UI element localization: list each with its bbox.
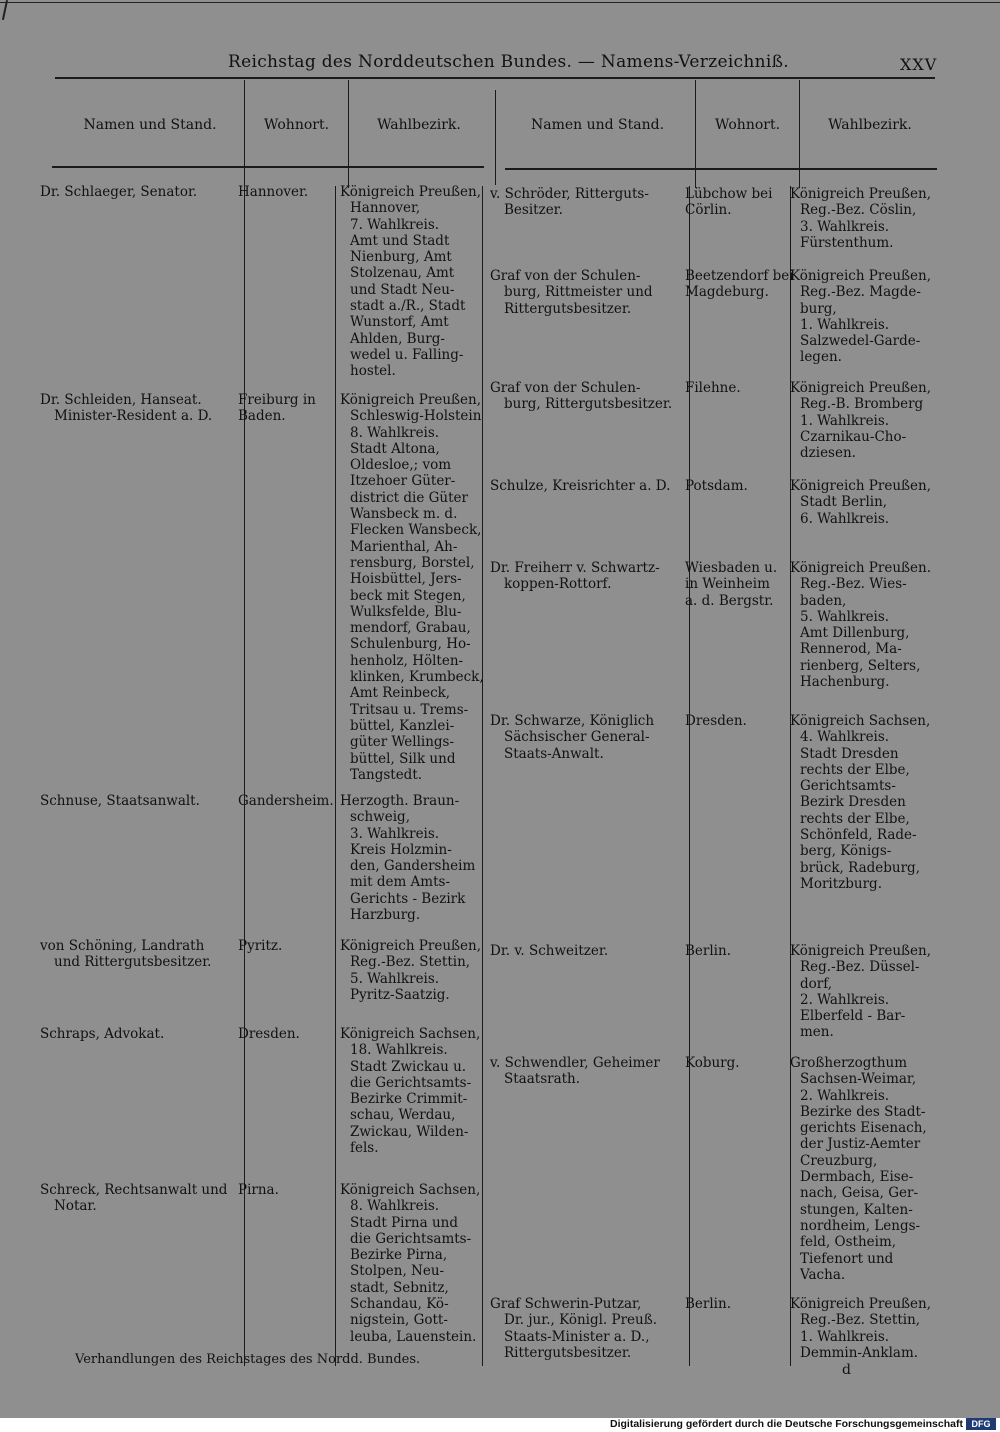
wahlbezirk-line: Bezirk Dresden xyxy=(800,794,906,811)
name-line: Schulze, Kreisrichter a. D. xyxy=(490,478,671,494)
wahlbezirk-line: Hoisbüttel, Jers- xyxy=(350,571,462,588)
wahlbezirk-line: district die Güter xyxy=(350,489,468,506)
wahlbezirk-line: stadt, Sebnitz, xyxy=(350,1279,449,1296)
wahlbezirk-line: Gerichtsamts- xyxy=(800,778,896,795)
wohnort-line: Baden. xyxy=(238,408,286,425)
wahlbezirk-line: Stadt Pirna und xyxy=(350,1214,458,1231)
wahlbezirk-line: Königreich Preußen, xyxy=(340,938,482,954)
left-entry-name xyxy=(40,1182,236,1215)
wahlbezirk-line: feld, Ostheim, xyxy=(800,1234,897,1251)
right-entry-wahlbezirk xyxy=(790,713,930,892)
wahlbezirk-line: Reg.-B. Bromberg xyxy=(800,396,924,413)
footer-note: Verhandlungen des Reichstages des Nordd. Bundes. xyxy=(75,1352,421,1367)
wohnort-line: a. d. Bergstr. xyxy=(685,592,774,609)
wahlbezirk-line: Wulksfelde, Blu- xyxy=(350,603,462,620)
right-entry-wohnort xyxy=(685,1055,793,1071)
name-line: Dr. Freiherr v. Schwartz- xyxy=(490,560,660,576)
wohnort-line: Lübchow bei xyxy=(685,186,773,202)
wahlbezirk-line: rechts der Elbe, xyxy=(800,761,910,778)
left-entry-wahlbezirk xyxy=(340,184,480,380)
wahlbezirk-line: Stolzenau, Amt xyxy=(350,265,455,282)
wahlbezirk-line: rechts der Elbe, xyxy=(800,810,910,827)
scan-corner-mark xyxy=(2,0,8,20)
wahlbezirk-line: Tiefenort und xyxy=(800,1250,894,1267)
wohnort-line: Filehne. xyxy=(685,380,741,396)
name-line: Schreck, Rechtsanwalt und xyxy=(40,1182,228,1198)
name-line: Notar. xyxy=(54,1198,97,1215)
wahlbezirk-line: Königreich Sachsen, xyxy=(340,1026,481,1042)
wahlbezirk-line: Sachsen-Weimar, xyxy=(800,1071,917,1088)
wahlbezirk-line: Marienthal, Ah- xyxy=(350,538,458,555)
right-entry-name xyxy=(490,560,682,593)
wahlbezirk-line: Königreich Preußen, xyxy=(790,478,932,494)
wahlbezirk-line: Stadt Altona, xyxy=(350,440,440,457)
page-title: Reichstag des Norddeutschen Bundes. — Namens-Verzeichniß. xyxy=(228,52,789,72)
wahlbezirk-line: Stadt Zwickau u. xyxy=(350,1058,467,1075)
right-entry-wohnort xyxy=(685,943,793,959)
wahlbezirk-line: nach, Geisa, Ger- xyxy=(800,1185,919,1202)
divider-right-1 xyxy=(695,80,696,188)
wahlbezirk-line: fels. xyxy=(350,1140,379,1157)
name-line: Schnuse, Staatsanwalt. xyxy=(40,793,200,809)
right-entry-wohnort xyxy=(685,713,793,729)
col-head-left-ort: Wohnort. xyxy=(263,117,330,133)
wahlbezirk-line: büttel, Silk und xyxy=(350,750,456,767)
wohnort-line: Dresden. xyxy=(685,713,747,729)
wahlbezirk-line: baden, xyxy=(800,592,847,609)
wahlbezirk-line: wedel u. Falling- xyxy=(350,346,464,363)
right-entry-wohnort xyxy=(685,186,793,219)
right-entry-wohnort xyxy=(685,1296,793,1312)
wahlbezirk-line: mendorf, Grabau, xyxy=(350,620,471,637)
name-line: Graf von der Schulen- xyxy=(490,380,641,396)
wahlbezirk-line: 2. Wahlkreis. xyxy=(800,1087,890,1104)
wahlbezirk-line: Reg.-Bez. Stettin, xyxy=(800,1312,921,1329)
wohnort-line: Pyritz. xyxy=(238,938,283,954)
name-line: Besitzer. xyxy=(504,202,563,219)
wahlbezirk-line: Wansbeck m. d. xyxy=(350,506,458,523)
name-line: Rittergutsbesitzer. xyxy=(504,1344,632,1361)
wahlbezirk-line: rensburg, Borstel, xyxy=(350,554,475,571)
name-line: Dr. v. Schweitzer. xyxy=(490,943,609,959)
name-line: Dr. Schleiden, Hanseat. xyxy=(40,392,202,408)
left-entry-name xyxy=(40,184,236,200)
wahlbezirk-line: dziesen. xyxy=(800,445,856,462)
wahlbezirk-line: und Stadt Neu- xyxy=(350,281,455,298)
right-entry-wohnort xyxy=(685,268,793,301)
left-entry-wohnort xyxy=(238,392,330,425)
wohnort-line: Cörlin. xyxy=(685,202,732,219)
divider-right-2 xyxy=(799,80,800,188)
wahlbezirk-line: dorf, xyxy=(800,975,833,992)
right-entry-wahlbezirk xyxy=(790,268,930,366)
divider-center-body xyxy=(482,186,483,1366)
wohnort-line: Freiburg in xyxy=(238,392,316,408)
wahlbezirk-line: Kreis Holzmin- xyxy=(350,841,452,858)
wahlbezirk-line: Reg.-Bez. Wies- xyxy=(800,576,907,593)
wahlbezirk-line: hostel. xyxy=(350,363,396,380)
name-line: v. Schröder, Ritterguts- xyxy=(490,186,649,202)
wahlbezirk-line: Vacha. xyxy=(800,1266,846,1283)
name-line: Dr. Schlaeger, Senator. xyxy=(40,184,198,200)
name-line: Staatsrath. xyxy=(504,1071,581,1088)
right-entry-wahlbezirk xyxy=(790,186,930,251)
name-line: und Rittergutsbesitzer. xyxy=(54,954,212,971)
digitization-credit: Digitalisierung gefördert durch die Deutsche Forschungsgemeinschaft xyxy=(610,1418,963,1430)
wahlbezirk-line: klinken, Krumbeck, xyxy=(350,669,484,686)
wahlbezirk-line: Amt Dillenburg, xyxy=(800,625,910,642)
wahlbezirk-line: schweig, xyxy=(350,809,410,826)
page-number: XXV xyxy=(900,55,938,74)
wahlbezirk-line: Dermbach, Eise- xyxy=(800,1169,914,1186)
wahlbezirk-line: Oldesloe,; vom xyxy=(350,457,452,474)
right-entry-wohnort xyxy=(685,478,793,494)
signature-mark: d xyxy=(842,1362,851,1378)
wahlbezirk-line: 3. Wahlkreis. xyxy=(800,218,890,235)
wahlbezirk-line: Nienburg, Amt xyxy=(350,249,452,266)
wahlbezirk-line: Hachenburg. xyxy=(800,674,890,691)
wahlbezirk-line: Reg.-Bez. Stettin, xyxy=(350,954,471,971)
name-line: von Schöning, Landrath xyxy=(40,938,205,954)
wahlbezirk-line: Gerichts - Bezirk xyxy=(350,890,466,907)
wahlbezirk-line: Rennerod, Ma- xyxy=(800,641,902,658)
wahlbezirk-line: Königreich Preußen, xyxy=(790,1296,932,1312)
wahlbezirk-line: Amt Reinbeck, xyxy=(350,685,451,702)
right-entry-name xyxy=(490,1055,682,1088)
left-entry-wahlbezirk xyxy=(340,1026,480,1156)
right-entry-wohnort xyxy=(685,560,793,609)
left-entry-wohnort xyxy=(238,184,330,200)
right-entry-name xyxy=(490,1296,682,1361)
wahlbezirk-line: 7. Wahlkreis. xyxy=(350,216,440,233)
wahlbezirk-line: 5. Wahlkreis. xyxy=(800,608,890,625)
wahlbezirk-line: Stolpen, Neu- xyxy=(350,1263,445,1280)
left-entry-wahlbezirk xyxy=(340,392,484,783)
wahlbezirk-line: nigstein, Gott- xyxy=(350,1312,448,1329)
col-head-left-wahl: Wahlbezirk. xyxy=(377,117,461,133)
wahlbezirk-line: Bezirke Crimmit- xyxy=(350,1091,468,1108)
wohnort-line: in Weinheim xyxy=(685,576,770,593)
wahlbezirk-line: Elberfeld - Bar- xyxy=(800,1008,906,1025)
wahlbezirk-line: Tangstedt. xyxy=(350,766,423,783)
name-line: burg, Rittmeister und xyxy=(504,284,653,301)
wahlbezirk-line: Königreich Sachsen, xyxy=(340,1182,481,1198)
wahlbezirk-line: leuba, Lauenstein. xyxy=(350,1328,477,1345)
wahlbezirk-line: Bezirke Pirna, xyxy=(350,1247,448,1264)
wahlbezirk-line: 3. Wahlkreis. xyxy=(350,825,440,842)
name-line: Dr. Schwarze, Königlich xyxy=(490,713,655,729)
right-entry-name xyxy=(490,943,682,959)
wohnort-line: Pirna. xyxy=(238,1182,279,1198)
divider-left-1 xyxy=(244,80,245,188)
name-line: burg, Rittergutsbesitzer. xyxy=(504,396,673,413)
name-line: Sächsischer General- xyxy=(504,729,650,746)
wahlbezirk-line: Ahlden, Burg- xyxy=(350,330,445,347)
dfg-logo: DFG xyxy=(966,1418,996,1430)
wahlbezirk-line: burg, xyxy=(800,300,837,317)
wahlbezirk-line: 6. Wahlkreis. xyxy=(800,510,890,527)
wahlbezirk-line: Königreich Preußen, xyxy=(340,184,482,200)
left-entry-wahlbezirk xyxy=(340,793,480,923)
wahlbezirk-line: Königreich Preußen, xyxy=(790,380,932,396)
wahlbezirk-line: 1. Wahlkreis. xyxy=(800,412,890,429)
wahlbezirk-line: die Gerichtsamts- xyxy=(350,1074,472,1091)
left-entry-wohnort xyxy=(238,1182,330,1198)
divider-center xyxy=(495,90,496,185)
wohnort-line: Berlin. xyxy=(685,943,731,959)
wahlbezirk-line: büttel, Kanzlei- xyxy=(350,717,455,734)
wahlbezirk-line: Stadt Dresden xyxy=(800,745,899,762)
name-line: Staats-Minister a. D., xyxy=(504,1328,650,1345)
right-entry-wahlbezirk xyxy=(790,943,930,1041)
wohnort-line: Berlin. xyxy=(685,1296,731,1312)
wahlbezirk-line: beck mit Stegen, xyxy=(350,587,466,604)
scan-edge-line xyxy=(0,2,1000,3)
right-entry-name xyxy=(490,380,682,413)
wohnort-line: Hannover. xyxy=(238,184,309,200)
column-head-rule-left xyxy=(52,166,484,168)
left-entry-wohnort xyxy=(238,1026,330,1042)
wahlbezirk-line: Harzburg. xyxy=(350,907,421,924)
wohnort-line: Beetzendorf bei xyxy=(685,268,794,284)
wahlbezirk-line: 18. Wahlkreis. xyxy=(350,1042,448,1059)
wahlbezirk-line: Hannover, xyxy=(350,200,421,217)
name-line: Graf Schwerin-Putzar, xyxy=(490,1296,642,1312)
wahlbezirk-line: Königreich Preußen, xyxy=(790,268,932,284)
left-entry-name xyxy=(40,1026,236,1042)
wahlbezirk-line: 1. Wahlkreis. xyxy=(800,316,890,333)
wahlbezirk-line: Amt und Stadt xyxy=(350,232,450,249)
wahlbezirk-line: Salzwedel-Garde- xyxy=(800,333,921,350)
wahlbezirk-line: gerichts Eisenach, xyxy=(800,1120,927,1137)
wahlbezirk-line: Großherzogthum xyxy=(790,1055,908,1071)
wahlbezirk-line: Moritzburg. xyxy=(800,875,882,892)
wahlbezirk-line: Fürstenthum. xyxy=(800,234,894,251)
right-entry-name xyxy=(490,713,682,762)
wahlbezirk-line: schau, Werdau, xyxy=(350,1107,456,1124)
wahlbezirk-line: Reg.-Bez. Düssel- xyxy=(800,959,920,976)
left-entry-name xyxy=(40,793,236,809)
name-line: Rittergutsbesitzer. xyxy=(504,300,632,317)
wahlbezirk-line: 8. Wahlkreis. xyxy=(350,1198,440,1215)
wahlbezirk-line: Stadt Berlin, xyxy=(800,494,888,511)
wahlbezirk-line: Schönfeld, Rade- xyxy=(800,827,917,844)
name-line: Schraps, Advokat. xyxy=(40,1026,165,1042)
wahlbezirk-line: der Justiz-Aemter xyxy=(800,1136,921,1153)
col-head-left-name: Namen und Stand. xyxy=(83,117,217,133)
header-rule xyxy=(55,77,935,79)
wahlbezirk-line: Demmin-Anklam. xyxy=(800,1344,919,1361)
wahlbezirk-line: Flecken Wansbeck, xyxy=(350,522,482,539)
left-entry-name xyxy=(40,392,236,425)
name-line: v. Schwendler, Geheimer xyxy=(490,1055,660,1071)
divider-right-1-body xyxy=(689,186,690,1366)
wahlbezirk-line: 2. Wahlkreis. xyxy=(800,991,890,1008)
wahlbezirk-line: 4. Wahlkreis. xyxy=(800,729,890,746)
name-line: Dr. jur., Königl. Preuß. xyxy=(504,1312,658,1329)
wahlbezirk-line: henholz, Hölten- xyxy=(350,652,464,669)
column-head-rule-right xyxy=(505,168,937,170)
col-head-right-wahl: Wahlbezirk. xyxy=(828,117,912,133)
wohnort-line: Dresden. xyxy=(238,1026,300,1042)
right-entry-wohnort xyxy=(685,380,793,396)
wahlbezirk-line: Königreich Preußen. xyxy=(790,560,932,576)
right-entry-wahlbezirk xyxy=(790,1296,930,1361)
wahlbezirk-line: men. xyxy=(800,1024,834,1041)
wahlbezirk-line: Königreich Sachsen, xyxy=(790,713,931,729)
wohnort-line: Koburg. xyxy=(685,1055,740,1071)
wahlbezirk-line: stungen, Kalten- xyxy=(800,1201,913,1218)
left-entry-wahlbezirk xyxy=(340,1182,480,1345)
wahlbezirk-line: nordheim, Lengs- xyxy=(800,1217,921,1234)
wahlbezirk-line: Itzehoer Güter- xyxy=(350,473,456,490)
wahlbezirk-line: Schleswig-Holstein xyxy=(350,408,482,425)
left-entry-wahlbezirk xyxy=(340,938,480,1003)
wahlbezirk-line: legen. xyxy=(800,349,842,366)
wahlbezirk-line: berg, Königs- xyxy=(800,843,892,860)
wahlbezirk-line: Reg.-Bez. Cöslin, xyxy=(800,202,917,219)
right-entry-wahlbezirk xyxy=(790,478,930,527)
name-line: Graf von der Schulen- xyxy=(490,268,641,284)
wahlbezirk-line: Königreich Preußen, xyxy=(790,943,932,959)
wahlbezirk-line: Reg.-Bez. Magde- xyxy=(800,284,921,301)
wahlbezirk-line: Herzogth. Braun- xyxy=(340,793,460,809)
wahlbezirk-line: Creuzburg, xyxy=(800,1152,878,1169)
wahlbezirk-line: Bezirke des Stadt- xyxy=(800,1103,926,1120)
wahlbezirk-line: Königreich Preußen, xyxy=(790,186,932,202)
wahlbezirk-line: 8. Wahlkreis. xyxy=(350,424,440,441)
wohnort-line: Potsdam. xyxy=(685,478,748,494)
wohnort-line: Wiesbaden u. xyxy=(685,560,778,576)
name-line: Minister-Resident a. D. xyxy=(54,408,213,425)
wohnort-line: Gandersheim. xyxy=(238,793,334,809)
right-entry-wahlbezirk xyxy=(790,560,930,690)
divider-left-2 xyxy=(348,80,349,188)
wahlbezirk-line: Czarnikau-Cho- xyxy=(800,428,907,445)
wahlbezirk-line: Schulenburg, Ho- xyxy=(350,636,471,653)
wahlbezirk-line: Pyritz-Saatzig. xyxy=(350,986,450,1003)
left-entry-wohnort xyxy=(238,938,330,954)
col-head-right-name: Namen und Stand. xyxy=(530,117,665,133)
wahlbezirk-line: den, Gandersheim xyxy=(350,858,476,875)
wahlbezirk-line: die Gerichtsamts- xyxy=(350,1230,472,1247)
wahlbezirk-line: 5. Wahlkreis. xyxy=(350,970,440,987)
right-entry-name xyxy=(490,186,682,219)
divider-left-2-body xyxy=(335,186,336,1366)
wahlbezirk-line: 1. Wahlkreis. xyxy=(800,1328,890,1345)
right-entry-wahlbezirk xyxy=(790,380,930,461)
left-entry-name xyxy=(40,938,236,971)
wahlbezirk-line: Zwickau, Wilden- xyxy=(350,1123,469,1140)
col-head-right-ort: Wohnort. xyxy=(714,117,781,133)
wahlbezirk-line: Tritsau u. Trems- xyxy=(350,701,469,718)
wahlbezirk-line: Königreich Preußen, xyxy=(340,392,482,408)
wahlbezirk-line: Schandau, Kö- xyxy=(350,1296,449,1313)
right-entry-wahlbezirk xyxy=(790,1055,930,1283)
wahlbezirk-line: mit dem Amts- xyxy=(350,874,451,891)
wohnort-line: Magdeburg. xyxy=(685,284,769,301)
wahlbezirk-line: stadt a./R., Stadt xyxy=(350,298,466,315)
wahlbezirk-line: brück, Radeburg, xyxy=(800,859,920,876)
right-entry-name xyxy=(490,268,682,317)
wahlbezirk-line: rienberg, Selters, xyxy=(800,657,921,674)
right-entry-name xyxy=(490,478,682,494)
name-line: Staats-Anwalt. xyxy=(504,745,604,762)
wahlbezirk-line: güter Wellings- xyxy=(350,734,455,751)
name-line: koppen-Rottorf. xyxy=(504,576,612,593)
wahlbezirk-line: Wunstorf, Amt xyxy=(350,314,449,331)
left-entry-wohnort xyxy=(238,793,334,809)
